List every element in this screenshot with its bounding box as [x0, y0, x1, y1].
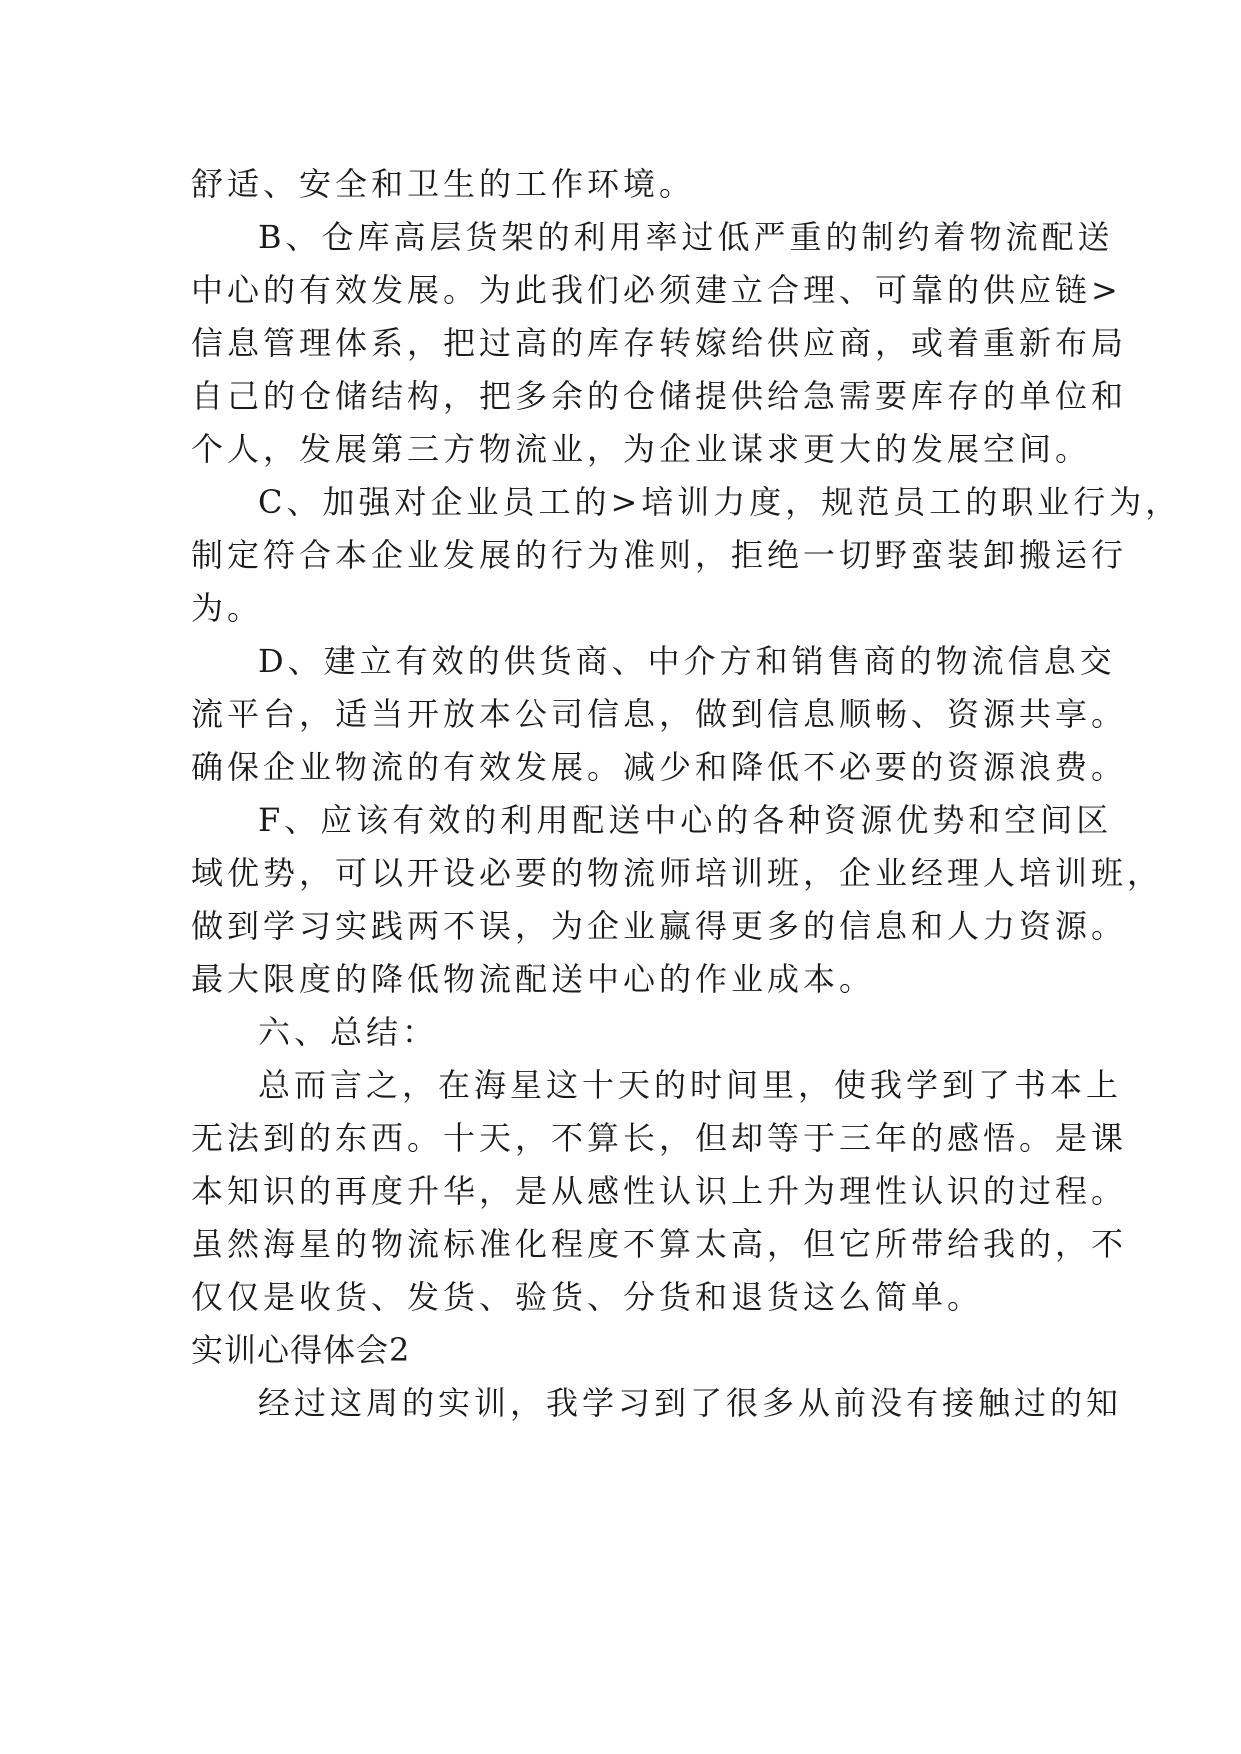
text-line: 经过这周的实训，我学习到了很多从前没有接触过的知: [258, 1384, 1123, 1422]
text-line: 无法到的东西。十天，不算长，但却等于三年的感悟。是课: [191, 1119, 1128, 1157]
text-line: 流平台，适当开放本公司信息，做到信息顺畅、资源共享。: [191, 695, 1128, 733]
document-title: 实训心得体会2: [191, 1331, 411, 1369]
text-line: 舒适、安全和卫生的工作环境。: [191, 165, 696, 203]
text-line: 虽然海星的物流标准化程度不算太高，但它所带给我的，不: [191, 1225, 1128, 1263]
text-line: 域优势，可以开设必要的物流师培训班，企业经理人培训班，: [191, 854, 1164, 892]
text-line: 总而言之，在海星这十天的时间里，使我学到了书本上: [258, 1066, 1123, 1104]
text-line: 为。: [191, 589, 264, 627]
text-line: D、建立有效的供货商、中介方和销售商的物流信息交: [258, 642, 1116, 680]
text-line: 个人，发展第三方物流业，为企业谋求更大的发展空间。: [191, 430, 1092, 468]
text-line: 自己的仓储结构，把多余的仓储提供给急需要库存的单位和: [191, 377, 1128, 415]
text-line: 本知识的再度升华，是从感性认识上升为理性认识的过程。: [191, 1172, 1128, 1210]
text-line: 中心的有效发展。为此我们必须建立合理、可靠的供应链>: [191, 271, 1122, 309]
text-line: 制定符合本企业发展的行为准则，拒绝一切野蛮装卸搬运行: [191, 536, 1128, 574]
text-line: 仅仅是收货、发货、验货、分货和退货这么简单。: [191, 1278, 984, 1316]
text-line: F、应该有效的利用配送中心的各种资源优势和空间区: [258, 801, 1113, 839]
text-line: C、加强对企业员工的>培训力度，规范员工的职业行为，: [258, 483, 1182, 521]
text-line: 信息管理体系，把过高的库存转嫁给供应商，或着重新布局: [191, 324, 1128, 362]
text-line: 做到学习实践两不误，为企业赢得更多的信息和人力资源。: [191, 907, 1128, 945]
text-line: 最大限度的降低物流配送中心的作业成本。: [191, 960, 876, 998]
text-line: B、仓库高层货架的利用率过低严重的制约着物流配送: [258, 218, 1114, 256]
section-heading: 六、总结：: [258, 1013, 439, 1051]
document-body: [191, 158, 1182, 1430]
text-line: 确保企业物流的有效发展。减少和降低不必要的资源浪费。: [191, 748, 1128, 786]
